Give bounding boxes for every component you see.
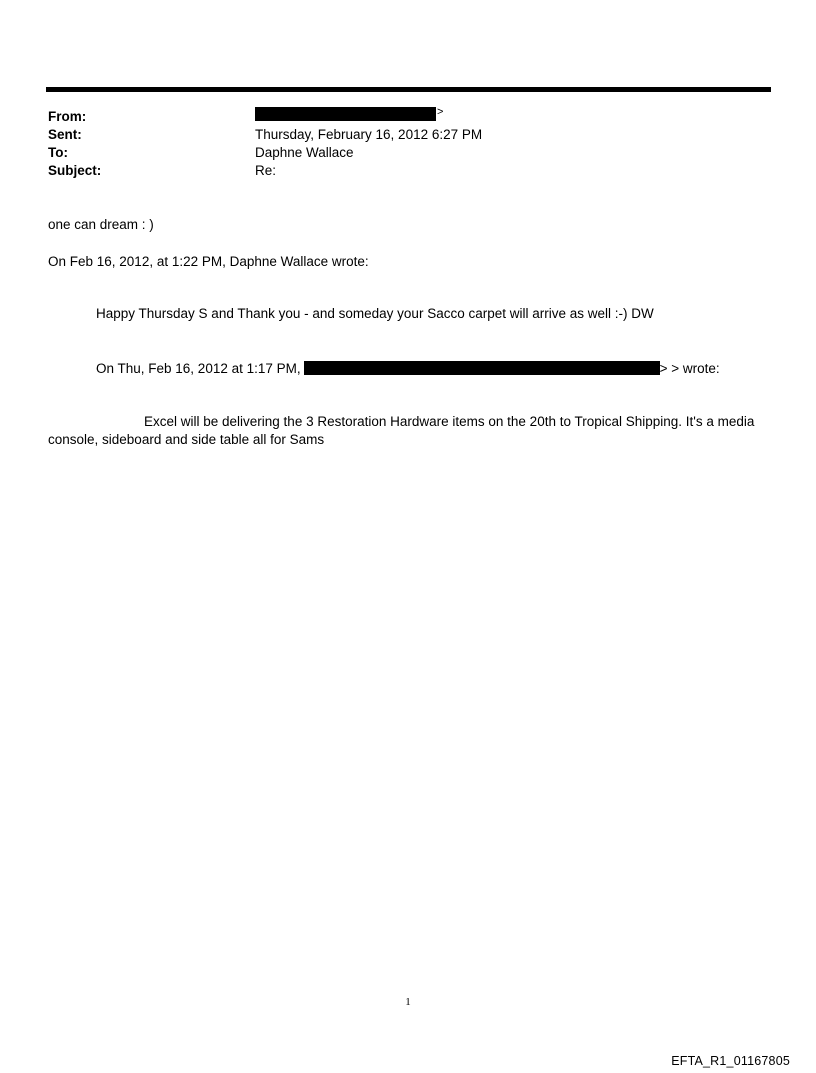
bates-number: EFTA_R1_01167805 (671, 1054, 790, 1068)
subject-label: Subject: (48, 163, 102, 178)
sent-label: Sent: (48, 127, 82, 142)
header-divider (46, 87, 771, 92)
nested-quote-body: Excel will be delivering the 3 Restoration Hardware items on the 20th to Tropical Shipping. It's a media console, sideboard and side table all for Sams (48, 414, 755, 447)
nested-quote-intro (96, 360, 720, 378)
to-label: To: (48, 145, 68, 160)
from-row (48, 108, 748, 126)
from-suffix: > (437, 106, 444, 118)
to-value: Daphne Wallace (255, 145, 354, 160)
redaction-bar (304, 361, 660, 375)
subject-value: Re: (255, 163, 277, 178)
redaction-bar (255, 107, 436, 121)
nested-quote-suffix: > > wrote: (659, 361, 720, 376)
subject-row (48, 162, 748, 180)
nested-quote-prefix: On Thu, Feb 16, 2012 at 1:17 PM, (96, 361, 301, 376)
page-number: 1 (405, 996, 411, 1008)
from-value (255, 108, 443, 127)
reply-text: one can dream : ) (48, 217, 154, 232)
to-row (48, 144, 748, 162)
email-header (48, 108, 748, 180)
sent-row (48, 126, 748, 144)
quoted-reply: Happy Thursday S and Thank you - and someday your Sacco carpet will arrive as well :-) DW (96, 306, 654, 321)
quote-intro: On Feb 16, 2012, at 1:22 PM, Daphne Wallace wrote: (48, 254, 369, 269)
sent-value: Thursday, February 16, 2012 6:27 PM (255, 127, 483, 142)
from-label: From: (48, 109, 87, 124)
